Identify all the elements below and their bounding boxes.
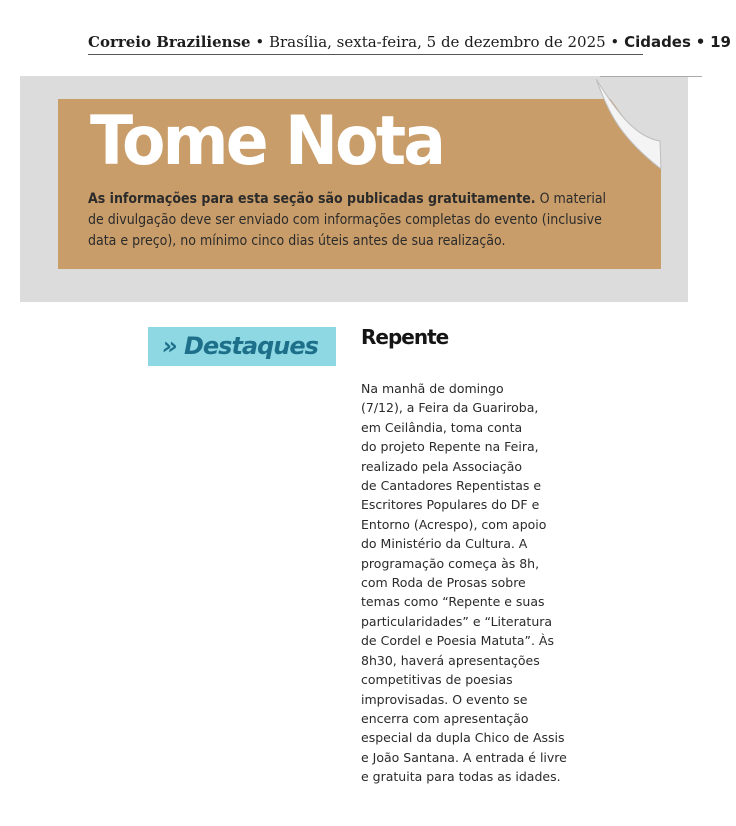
article-line: particularidades” e “Literatura	[361, 613, 553, 629]
article-line: especial da dupla Chico de Assis	[361, 730, 565, 746]
article-line: e gratuita para todas as idades.	[361, 769, 561, 785]
article-line: de Cordel e Poesia Matuta”. Às	[361, 633, 554, 649]
article-title: Repente	[361, 325, 449, 349]
article-line: Escritores Populares do DF e	[361, 497, 540, 513]
article-line: com Roda de Prosas sobre	[361, 575, 526, 591]
article-line: (7/12), a Feira da Guariroba,	[361, 400, 539, 416]
article-body	[361, 379, 567, 787]
header-separator: •	[695, 33, 706, 51]
intro-bold: As informações para esta seção são publicadas gratuitamente.	[88, 191, 536, 207]
article-line: Entorno (Acrespo), com apoio	[361, 516, 547, 532]
section-title: Tome Nota	[90, 102, 444, 181]
article-line: de Cantadores Repentistas e	[361, 478, 542, 494]
article-line: realizado pela Associação	[361, 458, 523, 474]
article-line: do projeto Repente na Feira,	[361, 439, 539, 455]
dateline: • Brasília, sexta-feira, 5 de dezembro de 2025 •	[255, 33, 620, 51]
intro-rest: O material de divulgação deve ser enviado com informações completas do evento (inclusive data e preço), no mínimo cinco dias úteis antes de sua realização.	[88, 191, 607, 249]
page-curl-icon	[596, 79, 686, 169]
article-line: Na manhã de domingo	[361, 381, 504, 396]
header-rule	[88, 54, 643, 55]
banner-top-line	[600, 76, 702, 77]
article-line: e João Santana. A entrada é livre	[361, 749, 567, 765]
article-line: programação começa às 8h,	[361, 555, 540, 571]
article-line: temas como “Repente e suas	[361, 594, 545, 610]
highlights-label-box	[148, 327, 336, 366]
article-line: encerra com apresentação	[361, 710, 529, 726]
article-line: competitivas de poesias	[361, 672, 513, 688]
article-line: em Ceilândia, toma conta	[361, 419, 523, 435]
page-number: 19	[710, 33, 731, 51]
banner-intro	[88, 189, 608, 252]
section-name: Cidades	[624, 33, 691, 51]
highlights-label: » Destaques	[162, 332, 318, 360]
article-line: do Ministério da Cultura. A	[361, 536, 528, 552]
page-header	[88, 33, 731, 51]
article-line: 8h30, haverá apresentações	[361, 652, 540, 668]
newspaper-name: Correio Braziliense	[88, 33, 251, 51]
article-line: improvisadas. O evento se	[361, 691, 528, 707]
